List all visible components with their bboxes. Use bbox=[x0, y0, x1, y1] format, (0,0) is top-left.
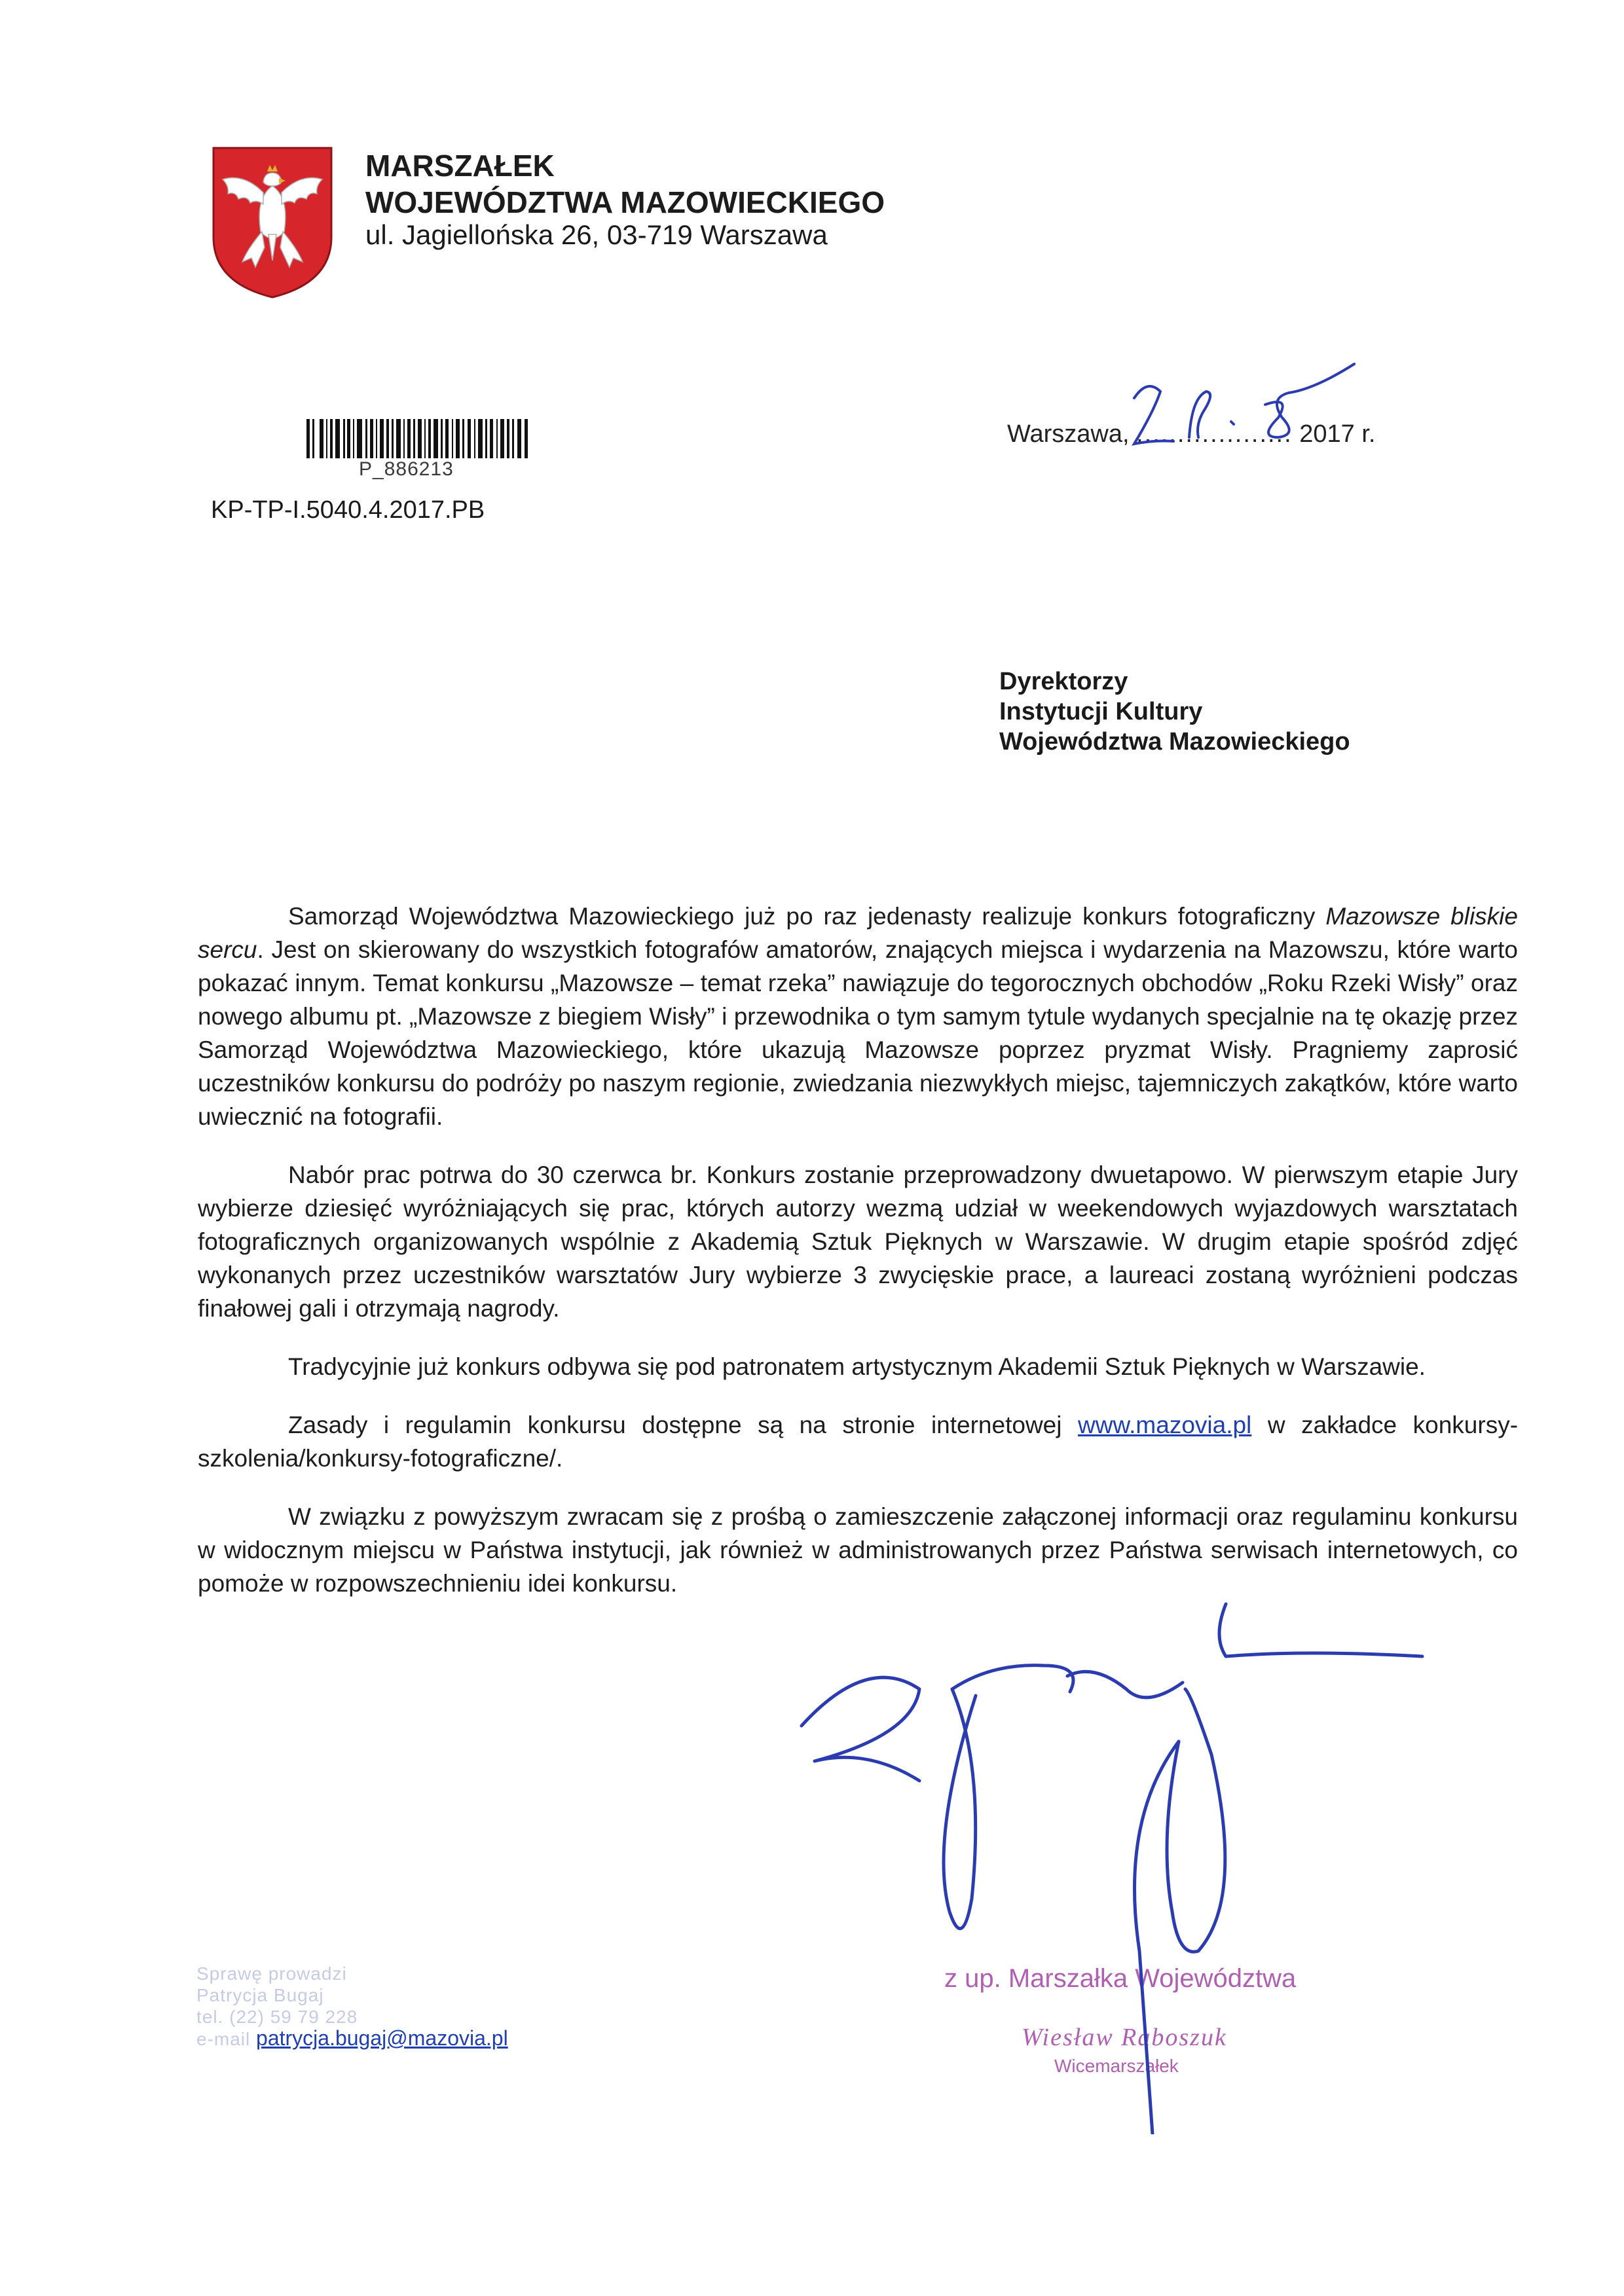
mazovia-website-link[interactable]: www.mazovia.pl bbox=[1078, 1412, 1252, 1438]
paragraph-5: W związku z powyższym zwracam się z prośbą o zamieszczenie załączonej informacji oraz regulaminu konkursu w widocznym miejscu w Państwa instytucji, jak również w administrowanych przez Państwa serwisach internetowych, co pomoże w rozpowszechnieniu idei konkursu. bbox=[198, 1503, 1518, 1597]
date-dots: ................... bbox=[1136, 420, 1293, 448]
header-title-line2: WOJEWÓDZTWA MAZOWIECKIEGO bbox=[365, 185, 885, 219]
addressee-line2: Instytucji Kultury bbox=[999, 698, 1203, 725]
header-title-line1: MARSZAŁEK bbox=[365, 149, 555, 183]
paragraph-3: Tradycyjnie już konkurs odbywa się pod patronatem artystycznym Akademii Sztuk Pięknych w Warszawie. bbox=[288, 1353, 1426, 1380]
handler-email-link[interactable]: patrycja.bugaj@mazovia.pl bbox=[256, 2026, 508, 2050]
date-year: 2017 r. bbox=[1299, 420, 1376, 448]
paragraph-1-text-cont: . Jest on skierowany do wszystkich fotografów amatorów, znających miejsca i wydarzenia na Mazowszu, które warto pokazać innym. Temat konkursu „Mazowsze – temat rzeka” nawiązuje do tegorocznych obchodów „Roku Rzeki Wisły” oraz nowego albumu pt. „Mazowsze z biegiem Wisły” i przewodnika o tym samym tytule wydanych specjalnie na tę okazję przez Samorząd Województwa Mazowieckiego, które ukazują Mazowsze poprzez pryzmat Wisły. Pragniemy zaprosić uczestników konkursu do podróży po naszym regionie, zwiedzania niezwykłych miejsc, tajemniczych zakątków, które warto uwiecznić na fotografii. bbox=[198, 936, 1518, 1130]
reference-number: KP-TP-I.5040.4.2017.PB bbox=[211, 496, 485, 524]
letter-body bbox=[198, 900, 1518, 1600]
date-place: Warszawa, bbox=[1007, 420, 1130, 448]
paragraph-1-text: Samorząd Województwa Mazowieckiego już po raz jedenasty realizuje konkurs fotograficzny bbox=[288, 903, 1326, 930]
paragraph-2: Nabór prac potrwa do 30 czerwca br. Konkurs zostanie przeprowadzony dwuetapowo. W pierwszym etapie Jury wybierze dziesięć wyróżniających się prac, których autorzy wezmą udział w weekendowych wyjazdowych warsztatach fotograficznych organizowanych wspólnie z Akademią Sztuk Pięknych w Warszawie. W drugim etapie spośród zdjęć wykonanych przez uczestników warsztatów Jury wybierze 3 zwycięskie prace, a laureaci zostaną wyróżnieni podczas finałowej gali i otrzymają nagrody. bbox=[198, 1161, 1518, 1322]
handler-email-row bbox=[196, 2028, 508, 2050]
coat-of-arms-logo bbox=[211, 145, 334, 300]
handwritten-signature bbox=[773, 1597, 1441, 2134]
handler-label: Sprawę prowadzi bbox=[196, 1963, 347, 1984]
handler-email-label: e-mail bbox=[196, 2029, 251, 2049]
barcode-number: P_886213 bbox=[359, 458, 454, 480]
addressee-line3: Województwa Mazowieckiego bbox=[999, 728, 1350, 756]
signature-name: Wiesław Raboszuk bbox=[1022, 2024, 1227, 2051]
signature-role: Wicemarszałek bbox=[1054, 2056, 1179, 2076]
addressee-line1: Dyrektorzy bbox=[999, 668, 1128, 695]
barcode bbox=[306, 419, 529, 458]
handler-name: Patrycja Bugaj bbox=[196, 1985, 324, 2005]
handwritten-date bbox=[1121, 359, 1357, 450]
paragraph-4-text-cont: w zakładce konkursy-szkolenia/konkursy-fotograficzne/. bbox=[198, 1412, 1519, 1472]
paragraph-4 bbox=[198, 1408, 1518, 1475]
paragraph-4-text: Zasady i regulamin konkursu dostępne są na stronie internetowej bbox=[288, 1412, 1079, 1438]
handler-phone: tel. (22) 59 79 228 bbox=[196, 2007, 358, 2027]
header-address: ul. Jagiellońska 26, 03-719 Warszawa bbox=[365, 219, 828, 250]
paragraph-1 bbox=[198, 900, 1518, 1133]
contest-name: Mazowsze bliskie sercu bbox=[198, 903, 1518, 963]
signature-authorization: z up. Marszałka Województwa bbox=[944, 1964, 1297, 1993]
